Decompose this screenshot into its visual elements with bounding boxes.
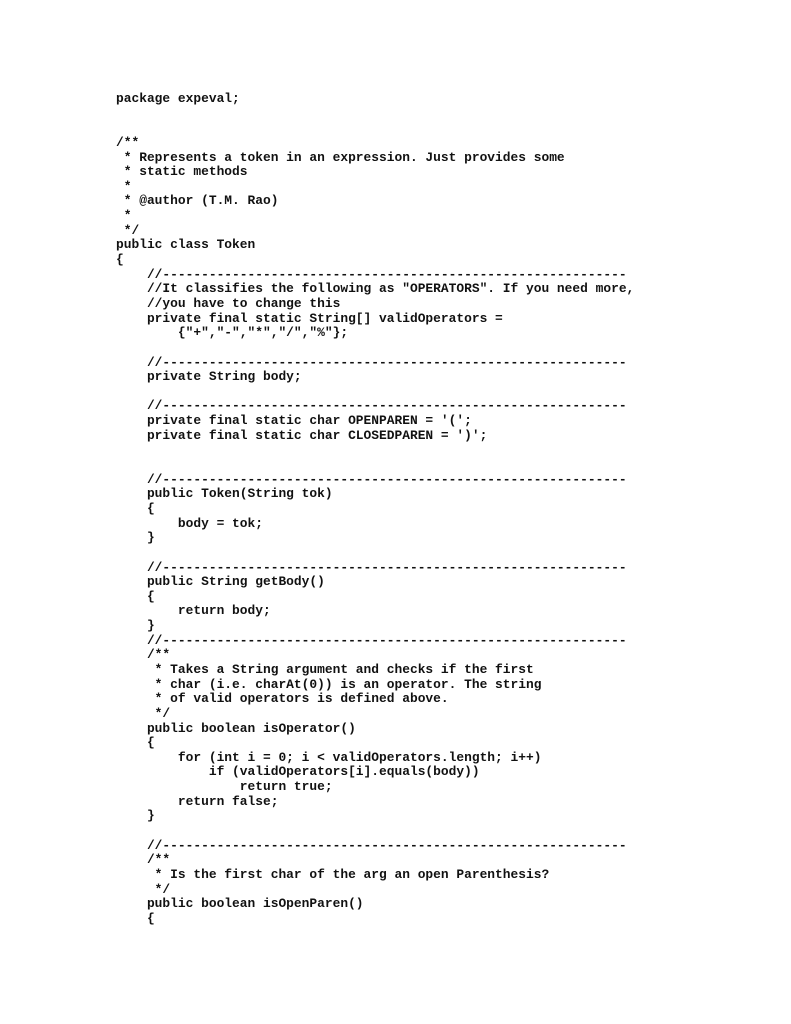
code-line: //------------------------------------------------------------ [116,559,627,575]
code-line: { [116,735,155,751]
code-line [116,341,634,356]
code-line: */ [116,222,140,238]
code-line: private final static char OPENPAREN = '('; [116,413,472,429]
code-line: public boolean isOperator() [116,720,356,736]
code-line: { [116,910,155,926]
code-line: */ [116,881,171,897]
code-line [116,107,634,122]
code-line [116,546,634,561]
code-line: { [116,588,155,604]
code-line: public String getBody() [116,574,325,590]
code-line: //------------------------------------------------------------ [116,266,627,282]
code-line: //------------------------------------------------------------ [116,471,627,487]
code-line: } [116,808,155,824]
code-line [116,385,634,400]
code-line: //------------------------------------------------------------ [116,354,627,370]
code-line: * static methods [116,164,248,180]
code-line [116,443,634,458]
code-line: * @author (T.M. Rao) [116,193,279,209]
code-line: private String body; [116,369,302,385]
code-line: /** [116,852,171,868]
code-line: { [116,252,124,268]
code-line: body = tok; [116,515,263,531]
code-line: */ [116,705,171,721]
code-line: * [116,178,132,194]
source-code-block [116,92,634,927]
code-line: /** [116,134,140,150]
code-line: private final static char CLOSEDPAREN = ')'; [116,427,488,443]
code-line [116,121,634,136]
code-line: * of valid operators is defined above. [116,691,449,707]
code-line: if (validOperators[i].equals(body)) [116,764,480,780]
code-line: * Takes a String argument and checks if the first [116,661,534,677]
code-line: private final static String[] validOperators = [116,310,503,326]
code-line: public boolean isOpenParen() [116,896,364,912]
code-line: package expeval; [116,91,240,106]
code-line: * [116,208,132,224]
code-line: for (int i = 0; i < validOperators.length; i++) [116,749,542,765]
code-line: * char (i.e. charAt(0)) is an operator. The string [116,676,542,692]
code-line: * Is the first char of the arg an open Parenthesis? [116,866,550,882]
code-line: } [116,530,155,546]
code-line: return false; [116,793,279,809]
code-line: { [116,500,155,516]
code-line: //It classifies the following as "OPERATORS". If you need more, [116,281,635,297]
code-line: } [116,618,155,634]
code-line: return body; [116,603,271,619]
code-line: return true; [116,779,333,795]
code-line: //------------------------------------------------------------ [116,837,627,853]
code-line: //you have to change this [116,295,341,311]
code-line: * Represents a token in an expression. Just provides some [116,149,565,165]
code-line: //------------------------------------------------------------ [116,632,627,648]
code-line: public class Token [116,237,256,253]
code-line: public Token(String tok) [116,486,333,502]
code-line: /** [116,647,171,663]
code-line: //------------------------------------------------------------ [116,398,627,414]
code-line [116,824,634,839]
code-line [116,458,634,473]
code-line: {"+","-","*","/","%"}; [116,325,349,341]
